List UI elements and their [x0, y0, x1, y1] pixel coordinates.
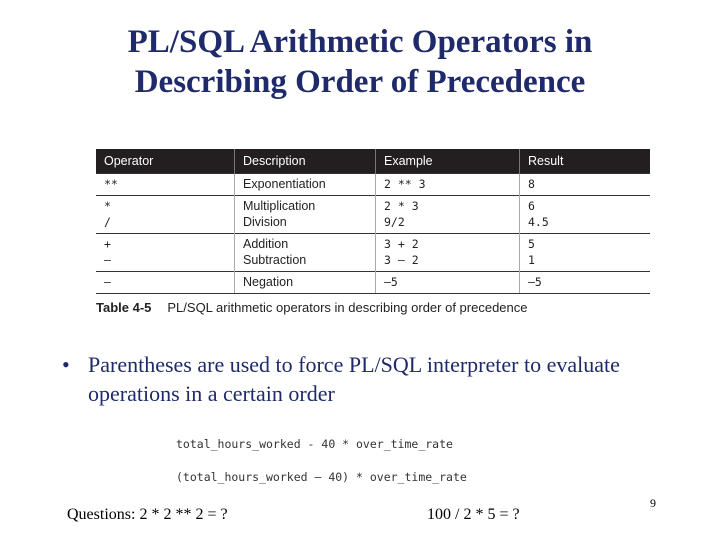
description-text: Exponentiation [243, 177, 326, 191]
bullet-text: Parentheses are used to force PL/SQL interpreter to evaluate operations in a certain order [88, 352, 620, 406]
operator-text: – [104, 253, 111, 267]
cell-result [520, 272, 651, 294]
operator-text: – [104, 275, 111, 289]
cell-example [376, 234, 520, 272]
header-result: Result [520, 149, 651, 174]
cell-operator [96, 234, 235, 272]
cell-operator [96, 174, 235, 196]
cell-result [520, 234, 651, 272]
cell-operator [96, 196, 235, 234]
result-text: 8 [528, 177, 535, 191]
example-text: 2 * 3 [384, 199, 419, 213]
code-line-2: (total_hours_worked – 40) * over_time_rate [176, 470, 467, 484]
example-text: 2 ** 3 [384, 177, 426, 191]
operator-text: ** [104, 177, 118, 191]
cell-description [235, 272, 376, 294]
table-caption-text: PL/SQL arithmetic operators in describing order of precedence [167, 300, 528, 315]
cell-example [376, 174, 520, 196]
description-text: Addition [243, 237, 289, 251]
cell-operator [96, 272, 235, 294]
result-text: 6 [528, 199, 535, 213]
header-example: Example [376, 149, 520, 174]
header-operator: Operator [96, 149, 235, 174]
cell-description [235, 234, 376, 272]
table-header-row [96, 149, 650, 174]
header-description: Description [235, 149, 376, 174]
example-text: 3 – 2 [384, 253, 419, 267]
operator-text: * [104, 199, 111, 213]
result-text: 4.5 [528, 215, 549, 229]
cell-example [376, 196, 520, 234]
table-caption-label: Table 4-5 [96, 300, 152, 315]
description-text: Multiplication [243, 199, 316, 213]
bullet-marker: • [62, 352, 70, 377]
operator-text: + [104, 237, 111, 251]
description-text: Negation [243, 275, 294, 289]
bullet-point [62, 350, 682, 408]
question-1: Questions: 2 * 2 ** 2 = ? [67, 506, 228, 523]
slide-title [0, 22, 720, 102]
operators-table [96, 149, 650, 294]
example-text: –5 [384, 275, 398, 289]
description-text: Division [243, 215, 287, 229]
cell-description [235, 174, 376, 196]
table-row [96, 196, 650, 234]
example-text: 3 + 2 [384, 237, 419, 251]
result-text: –5 [528, 275, 542, 289]
table-row [96, 174, 650, 196]
slide-title-line-1: PL/SQL Arithmetic Operators in [127, 24, 593, 60]
cell-result [520, 196, 651, 234]
cell-example [376, 272, 520, 294]
cell-description [235, 196, 376, 234]
example-text: 9/2 [384, 215, 405, 229]
slide-title-line-2: Describing Order of Precedence [134, 64, 586, 100]
code-line-1: total_hours_worked - 40 * over_time_rate [176, 437, 453, 451]
table-caption [96, 300, 528, 315]
cell-result [520, 174, 651, 196]
table-row [96, 234, 650, 272]
description-text: Subtraction [243, 253, 307, 267]
result-text: 5 [528, 237, 535, 251]
operator-text: / [104, 215, 111, 229]
table-row [96, 272, 650, 294]
result-text: 1 [528, 253, 535, 267]
page-number: 9 [650, 496, 656, 510]
question-2: 100 / 2 * 5 = ? [427, 506, 520, 523]
